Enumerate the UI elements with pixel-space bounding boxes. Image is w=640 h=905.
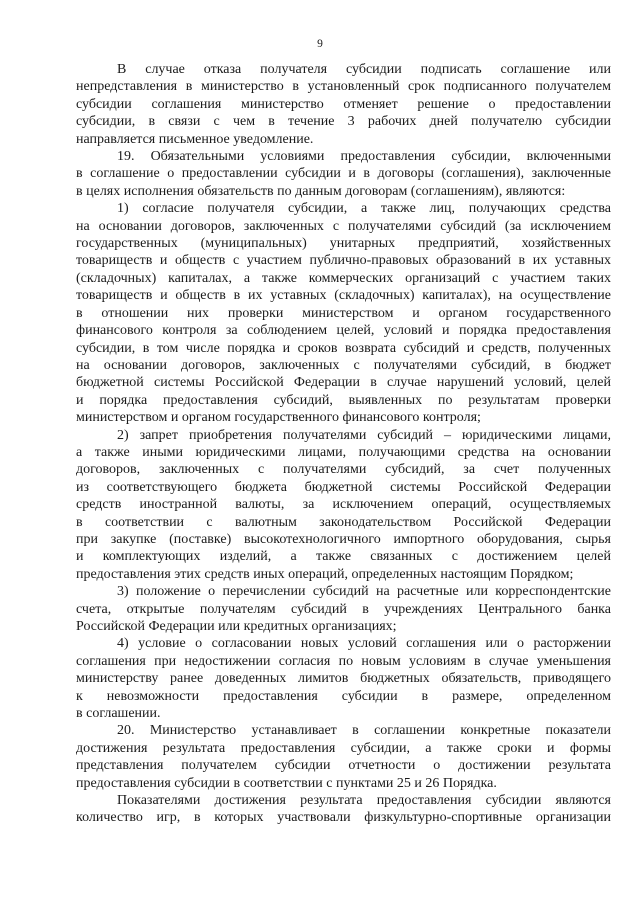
- text-line: министерством и органом государственного финансового контроля;: [76, 410, 481, 426]
- text-line: средств иностранной валюты, за исключением операций, осуществляемых: [76, 497, 611, 513]
- paragraph: [76, 148, 611, 200]
- text-line: 19. Обязательными условиями предоставления субсидии, включенными: [117, 149, 611, 165]
- text-line: в соглашении.: [76, 706, 161, 722]
- text-line: министерству ранее доведенных лимитов бюджетных обязательств, приводящего: [76, 671, 611, 687]
- text-line: а также иными юридическими лицами, получающими средства на основании: [76, 444, 611, 460]
- text-line: государственных (муниципальных) унитарных предприятий, хозяйственных: [76, 236, 611, 252]
- paragraph: [76, 722, 611, 792]
- text-line: в соответствии с валютным законодательством Российской Федерации: [76, 514, 611, 530]
- text-line: непредставления в министерство в установленный срок подписанного получателем: [76, 79, 611, 95]
- text-line: договоров, заключенных с получателями субсидий, за счет полученных: [76, 462, 611, 478]
- text-line: субсидии, в связи с чем в течение 3 рабочих дней получателю субсидии: [76, 114, 611, 130]
- text-line: количество игр, в которых участвовали физкультурно-спортивные организации: [76, 810, 611, 826]
- text-line: из соответствующего бюджета бюджетной системы Российской Федерации: [76, 479, 611, 495]
- text-line: В случае отказа получателя субсидии подписать соглашение или: [117, 62, 611, 77]
- text-line: на основании договоров, заключенных с получателями субсидий, в бюджет: [76, 357, 611, 373]
- paragraph: [76, 61, 611, 148]
- text-line: в отношении них проверки министерством и органом государственного: [76, 305, 611, 321]
- text-line: предоставления этих средств иных операций, определенных настоящим Порядком;: [76, 566, 574, 582]
- text-line: финансового контроля за соблюдением целей, условий и порядка предоставления: [76, 323, 611, 339]
- paragraph: [76, 792, 611, 827]
- text-line: бюджетной системы Российской Федерации в случае нарушений условий, целей: [76, 375, 611, 391]
- text-line: к невозможности предоставления субсидии в размере, определенном: [76, 688, 611, 704]
- text-line: на основании договоров, заключенных с получателями субсидий (за исключением: [76, 218, 611, 234]
- text-line: в соглашение о предоставлении субсидии и в договоры (соглашения), заключенные: [76, 166, 611, 182]
- text-line: представления получателем субсидии отчетности о достижении результата: [76, 758, 611, 774]
- text-line: 4) условие о согласовании новых условий соглашения или о расторжении: [117, 636, 611, 652]
- text-line: при закупке (поставке) высокотехнологичного импортного оборудования, сырья: [76, 531, 611, 547]
- text-line: товариществ и обществ в их уставных (складочных) капиталах), на осуществление: [76, 288, 611, 304]
- text-line: Российской Федерации или кредитных организациях;: [76, 619, 397, 634]
- text-line: 2) запрет приобретения получателями субсидий – юридическими лицами,: [117, 427, 611, 443]
- text-line: направляется письменное уведомление.: [76, 131, 314, 147]
- text-line: 20. Министерство устанавливает в соглашении конкретные показатели: [117, 723, 611, 739]
- text-line: товариществ и обществ с участием публично-правовых образований в их уставных: [76, 253, 611, 269]
- text-line: счета, открытые получателям субсидий в учреждениях Центрального банка: [76, 601, 611, 617]
- text-line: и комплектующих изделий, а также связанных с достижением целей: [76, 549, 611, 565]
- text-line: (складочных) капиталах, а также коммерческих организаций с участием таких: [76, 270, 611, 286]
- text-line: 1) согласие получателя субсидии, а также лиц, получающих средства: [117, 201, 611, 217]
- text-line: достижения результата предоставления субсидии, а также сроки и формы: [76, 740, 611, 756]
- text-line: предоставления субсидии в соответствии с пунктами 25 и 26 Порядка.: [76, 775, 497, 791]
- document-body: [76, 61, 611, 827]
- text-line: Показателями достижения результата предоставления субсидии являются: [117, 793, 611, 809]
- text-line: 3) положение о перечислении субсидий на расчетные или корреспондентские: [117, 584, 611, 600]
- text-line: субсидии, в том числе порядка и сроков возврата субсидий и средств, полученных: [76, 340, 611, 356]
- paragraph: [76, 200, 611, 426]
- paragraph: [76, 583, 611, 635]
- paragraph: [76, 635, 611, 722]
- text-line: в целях исполнения обязательств по данным договорам (соглашениям), являются:: [76, 183, 566, 199]
- page-number: 9: [317, 38, 323, 50]
- paragraph: [76, 427, 611, 584]
- text-line: соглашения при недостижении согласия по новым условиям в случае уменьшения: [76, 653, 611, 669]
- text-line: субсидии соглашения министерство отменяет решение о предоставлении: [76, 96, 611, 112]
- text-line: и порядка предоставления субсидий, выявленных по результатам проверки: [76, 392, 611, 408]
